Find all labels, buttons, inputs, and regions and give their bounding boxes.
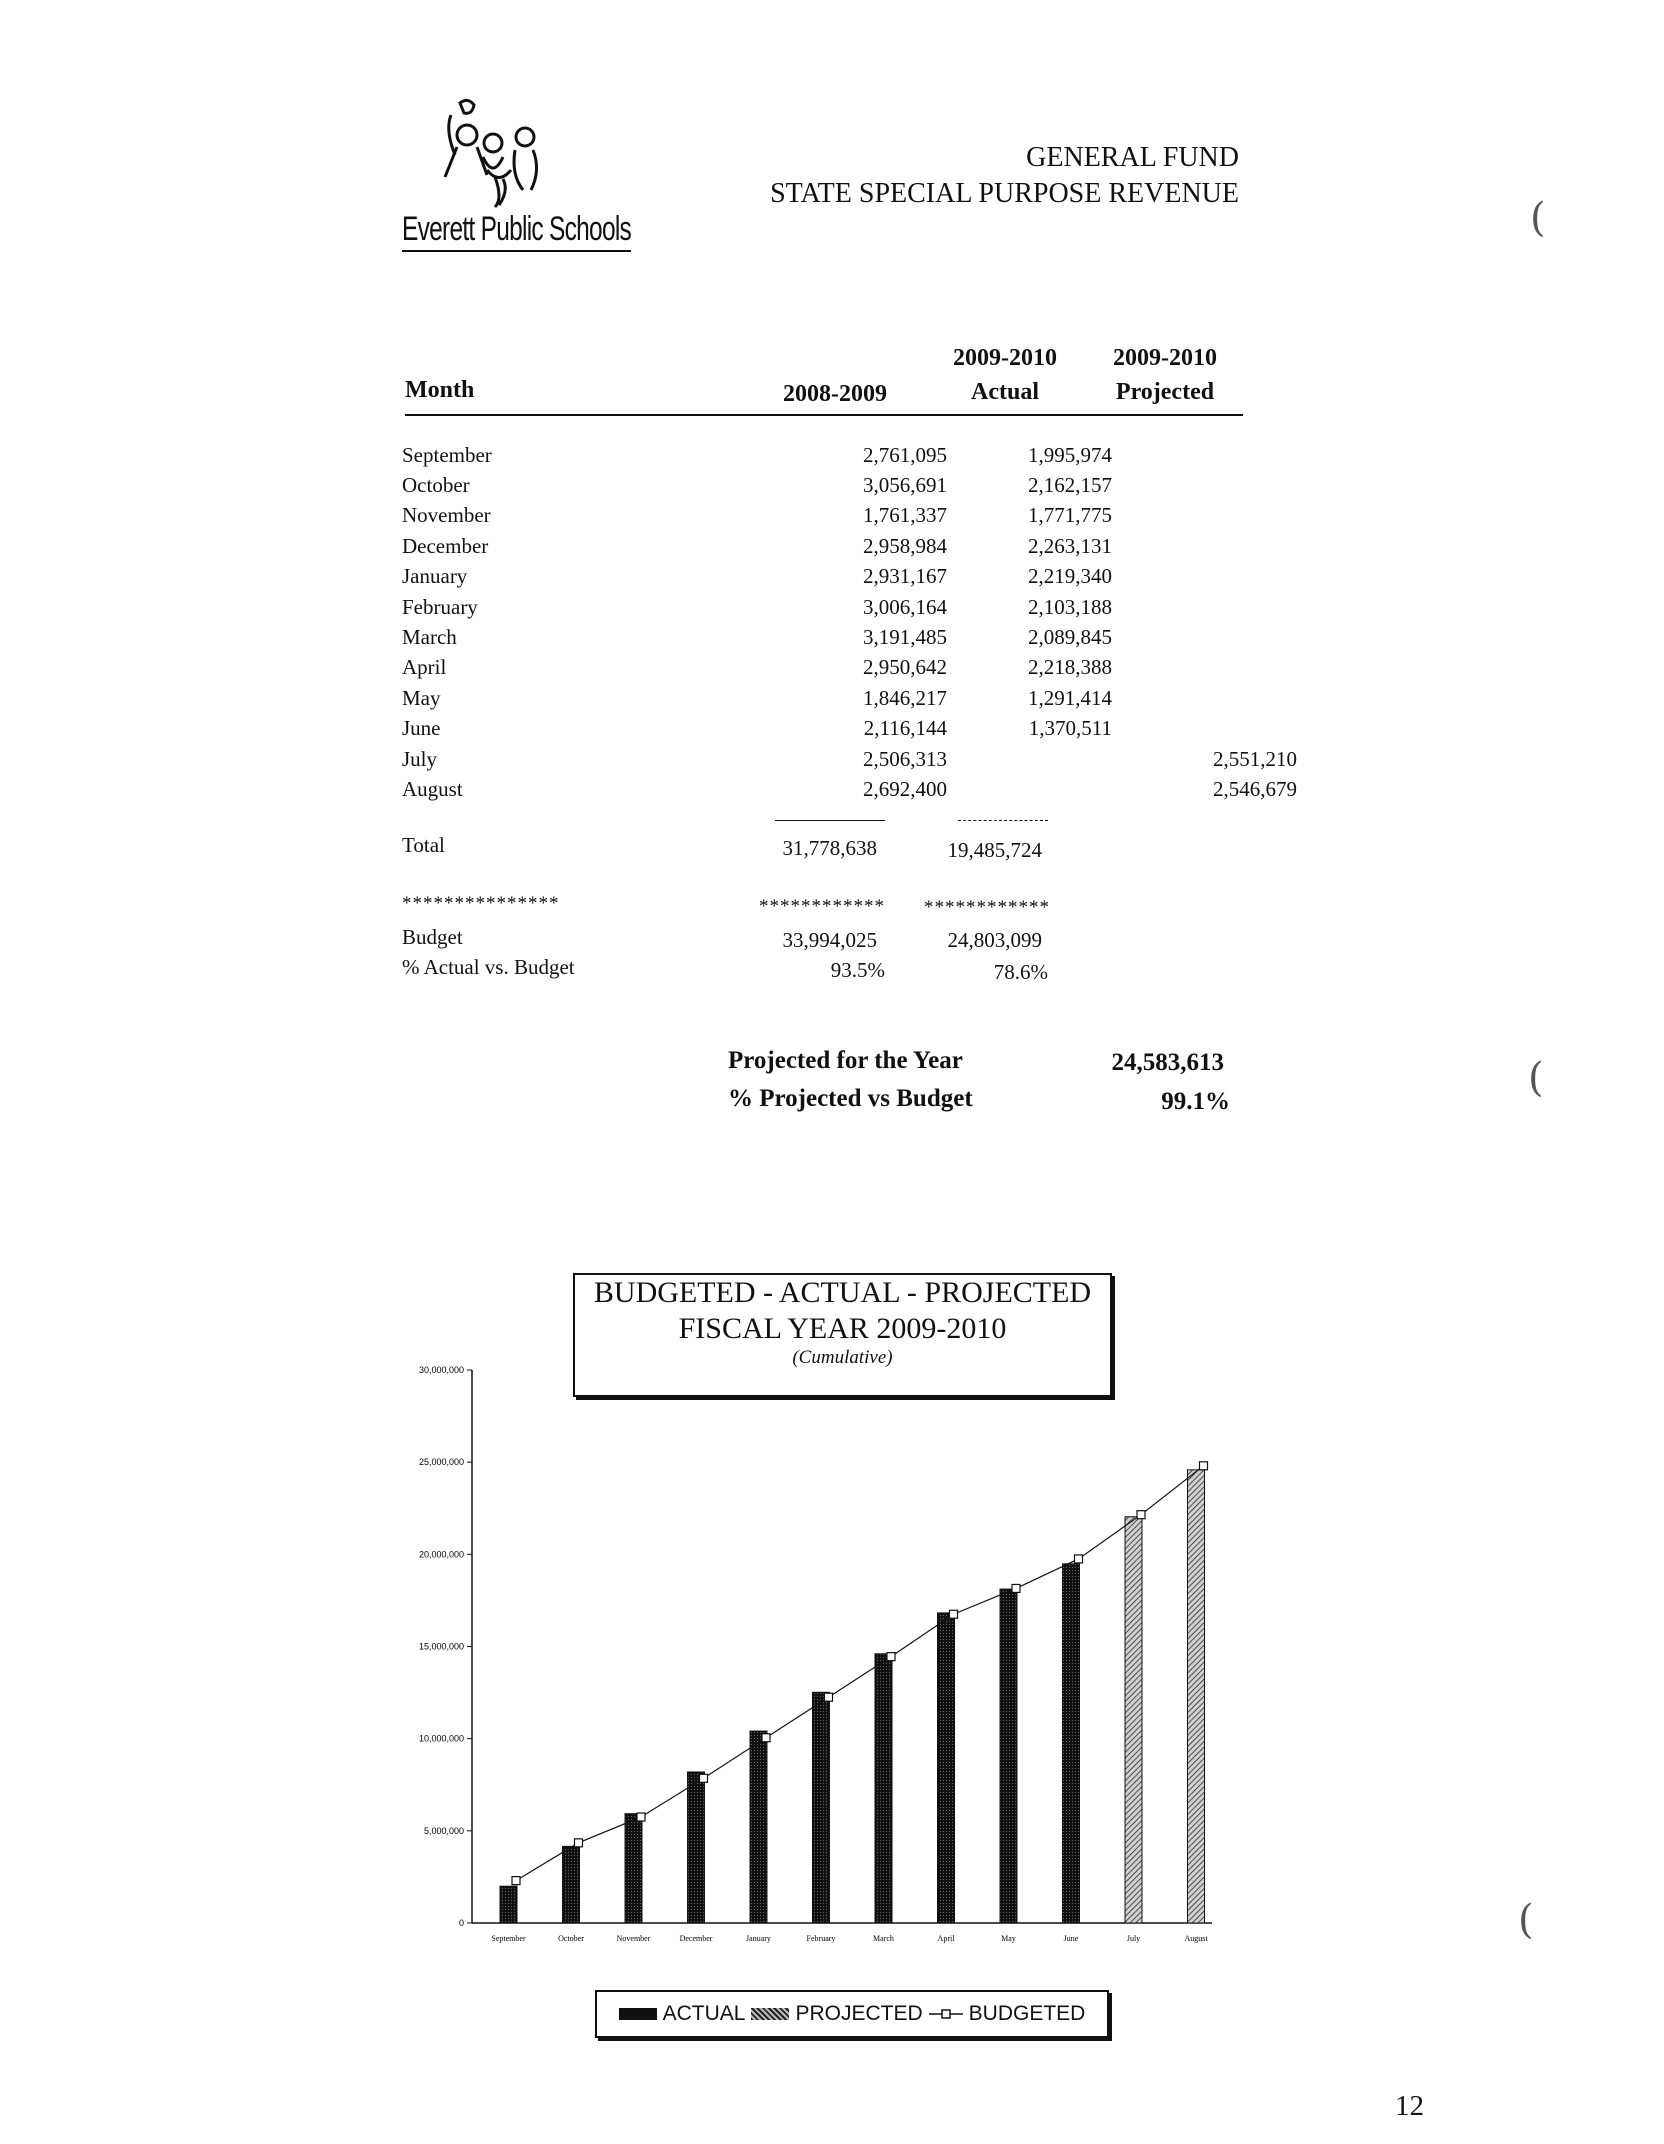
cell-month: February	[402, 594, 478, 619]
stars-label: ***************	[402, 893, 560, 914]
budgeted-point	[512, 1877, 520, 1885]
actual-bar	[563, 1846, 580, 1923]
cell-actual: 2,218,388	[1028, 655, 1112, 680]
cell-actual: 1,291,414	[1028, 685, 1112, 710]
title-line-2: STATE SPECIAL PURPOSE REVENUE	[770, 178, 1239, 209]
cell-prior: 2,692,400	[863, 776, 947, 801]
actual-bar	[750, 1731, 767, 1923]
pct-prior: 93.5%	[830, 958, 885, 982]
projected-bar	[1125, 1517, 1142, 1923]
cell-projected	[1112, 562, 1297, 592]
x-tick-label: July	[1126, 1934, 1141, 1943]
cell-projected	[1112, 470, 1297, 500]
x-tick-label: November	[616, 1934, 651, 1943]
cell-month: November	[402, 503, 491, 528]
budgeted-point	[1200, 1462, 1208, 1470]
cell-prior: 2,958,984	[863, 533, 947, 558]
cell-projected	[1112, 531, 1297, 561]
budgeted-line	[516, 1466, 1204, 1881]
col-projected: Projected	[1115, 379, 1215, 405]
table-row	[402, 744, 1297, 774]
table-row	[402, 470, 1297, 500]
budgeted-point	[1075, 1555, 1083, 1563]
y-tick-label: 0	[458, 1918, 464, 1928]
cell-projected	[1112, 592, 1297, 622]
cell-projected: 2,546,679	[1213, 776, 1297, 801]
table-row	[402, 592, 1297, 622]
actual-bar	[938, 1613, 955, 1923]
chart-title: BUDGETED - ACTUAL - PROJECTED	[593, 1276, 1092, 1309]
sum-line-prior	[775, 820, 885, 821]
table-row	[402, 774, 1297, 804]
cell-actual: 2,162,157	[1028, 473, 1112, 498]
budget-actual: 24,803,099	[947, 928, 1042, 952]
table-row	[402, 622, 1297, 652]
col-2008-2009: 2008-2009	[783, 381, 887, 407]
col-actual: Actual	[971, 379, 1039, 405]
projected-bar	[1188, 1470, 1205, 1923]
cell-prior: 3,006,164	[863, 594, 947, 619]
pct-actual: 78.6%	[993, 960, 1048, 984]
cell-prior: 3,056,691	[863, 473, 947, 498]
actual-bar	[875, 1654, 892, 1923]
legend-budgeted-swatch	[929, 2007, 963, 2021]
x-tick-label: June	[1063, 1934, 1079, 1943]
x-tick-label: March	[873, 1934, 894, 1943]
budgeted-point	[700, 1774, 708, 1782]
cell-projected	[1112, 622, 1297, 652]
page-title	[770, 140, 1239, 212]
cell-prior: 2,506,313	[863, 746, 947, 771]
x-tick-label: January	[746, 1934, 771, 1943]
budgeted-point	[825, 1693, 833, 1701]
cell-prior: 1,761,337	[863, 503, 947, 528]
cell-actual: 1,995,974	[1028, 442, 1112, 467]
table-row	[402, 714, 1297, 744]
chart-title-box	[573, 1273, 1112, 1397]
chart-note: (Cumulative)	[792, 1347, 893, 1368]
sum-line-actual	[958, 820, 1048, 821]
table-row	[402, 683, 1297, 713]
table-row	[402, 501, 1297, 531]
cell-month: August	[402, 776, 463, 801]
cell-actual: 2,103,188	[1028, 594, 1112, 619]
cell-projected	[1112, 653, 1297, 683]
cumulative-chart	[390, 1350, 1220, 1970]
y-tick-label: 10,000,000	[418, 1733, 464, 1744]
cell-month: June	[402, 716, 441, 741]
actual-bar	[1063, 1564, 1080, 1923]
projected-year-value: 24,583,613	[1111, 1049, 1224, 1076]
x-tick-label: April	[937, 1934, 955, 1943]
col-month: Month	[405, 377, 475, 403]
actual-bar	[813, 1692, 830, 1923]
cell-month: December	[402, 533, 489, 558]
legend-projected-swatch	[751, 2008, 789, 2020]
cell-month: July	[402, 746, 438, 771]
monthly-table	[402, 440, 1297, 805]
x-tick-label: February	[806, 1934, 836, 1943]
margin-mark: (	[1528, 1055, 1544, 1101]
y-tick-label: 15,000,000	[418, 1641, 464, 1652]
cell-month: January	[402, 564, 468, 589]
cell-prior: 2,116,144	[863, 716, 947, 741]
table-row	[402, 440, 1297, 470]
legend-budgeted-label: BUDGETED	[968, 2002, 1086, 2025]
budgeted-point	[762, 1734, 770, 1742]
cell-projected: 2,551,210	[1213, 746, 1297, 771]
legend-projected-label: PROJECTED	[795, 2002, 923, 2025]
margin-mark: (	[1530, 195, 1546, 241]
table-row	[402, 562, 1297, 592]
chart-subtitle: FISCAL YEAR 2009-2010	[678, 1312, 1007, 1345]
cell-actual: 1,370,511	[1028, 716, 1112, 741]
y-tick-label: 5,000,000	[423, 1825, 464, 1836]
cell-prior: 3,191,485	[863, 625, 947, 650]
actual-bar	[625, 1814, 642, 1923]
y-tick-label: 20,000,000	[418, 1549, 464, 1560]
title-line-1: GENERAL FUND	[1026, 142, 1239, 173]
cell-month: September	[402, 442, 492, 467]
cell-projected	[1112, 501, 1297, 531]
budgeted-point	[1012, 1584, 1020, 1592]
cell-projected	[1112, 714, 1297, 744]
cell-prior: 2,761,095	[863, 442, 947, 467]
cell-month: May	[402, 685, 441, 710]
table-row	[402, 531, 1297, 561]
projected-pct-label: % Projected vs Budget	[728, 1085, 973, 1112]
cell-projected	[1112, 683, 1297, 713]
x-tick-label: August	[1184, 1934, 1208, 1943]
projected-pct-value: 99.1%	[1161, 1088, 1230, 1115]
cell-month: March	[402, 625, 457, 650]
cell-month: October	[402, 473, 470, 498]
budget-prior: 33,994,025	[782, 928, 877, 952]
budgeted-point	[637, 1813, 645, 1821]
cell-projected	[1112, 440, 1297, 470]
cell-actual: 2,263,131	[1028, 533, 1112, 558]
col-proj-year: 2009-2010	[1113, 345, 1217, 371]
cell-actual: 2,089,845	[1028, 625, 1112, 650]
x-tick-label: May	[1001, 1934, 1016, 1943]
stars-actual: ************	[924, 897, 1050, 918]
projected-year-label: Projected for the Year	[728, 1047, 963, 1074]
actual-bar	[500, 1886, 517, 1923]
budgeted-point	[1137, 1511, 1145, 1519]
y-tick-label: 30,000,000	[418, 1365, 464, 1375]
budget-label: Budget	[402, 925, 463, 949]
cell-prior: 1,846,217	[863, 685, 947, 710]
budgeted-point	[887, 1653, 895, 1661]
total-label: Total	[402, 833, 445, 857]
total-actual: 19,485,724	[947, 838, 1042, 862]
x-tick-label: December	[679, 1934, 713, 1943]
chart-legend	[595, 1990, 1109, 2038]
stars-prior: ************	[759, 896, 885, 917]
budgeted-point	[950, 1610, 958, 1618]
budgeted-point	[575, 1839, 583, 1847]
cell-actual	[947, 774, 1112, 804]
actual-bar	[1000, 1589, 1017, 1923]
cell-actual: 2,219,340	[1028, 564, 1112, 589]
table-row	[402, 653, 1297, 683]
logo-text: Everett Public Schools	[402, 210, 631, 252]
legend-actual-label: ACTUAL	[662, 2002, 746, 2025]
table-header	[405, 342, 1243, 416]
cell-actual: 1,771,775	[1028, 503, 1112, 528]
x-tick-label: September	[491, 1934, 526, 1943]
cell-month: April	[402, 655, 447, 680]
pct-label: % Actual vs. Budget	[402, 955, 575, 979]
col-actual-year: 2009-2010	[953, 345, 1057, 371]
cell-prior: 2,950,642	[863, 655, 947, 680]
x-tick-label: October	[558, 1934, 584, 1943]
actual-bar	[688, 1772, 705, 1923]
cell-actual	[947, 744, 1112, 774]
cell-prior: 2,931,167	[863, 564, 947, 589]
legend-actual-swatch	[619, 2008, 657, 2020]
page-number: 12	[1395, 2090, 1424, 2122]
margin-mark: (	[1518, 1897, 1534, 1943]
total-prior: 31,778,638	[782, 836, 877, 860]
y-tick-label: 25,000,000	[418, 1457, 464, 1468]
